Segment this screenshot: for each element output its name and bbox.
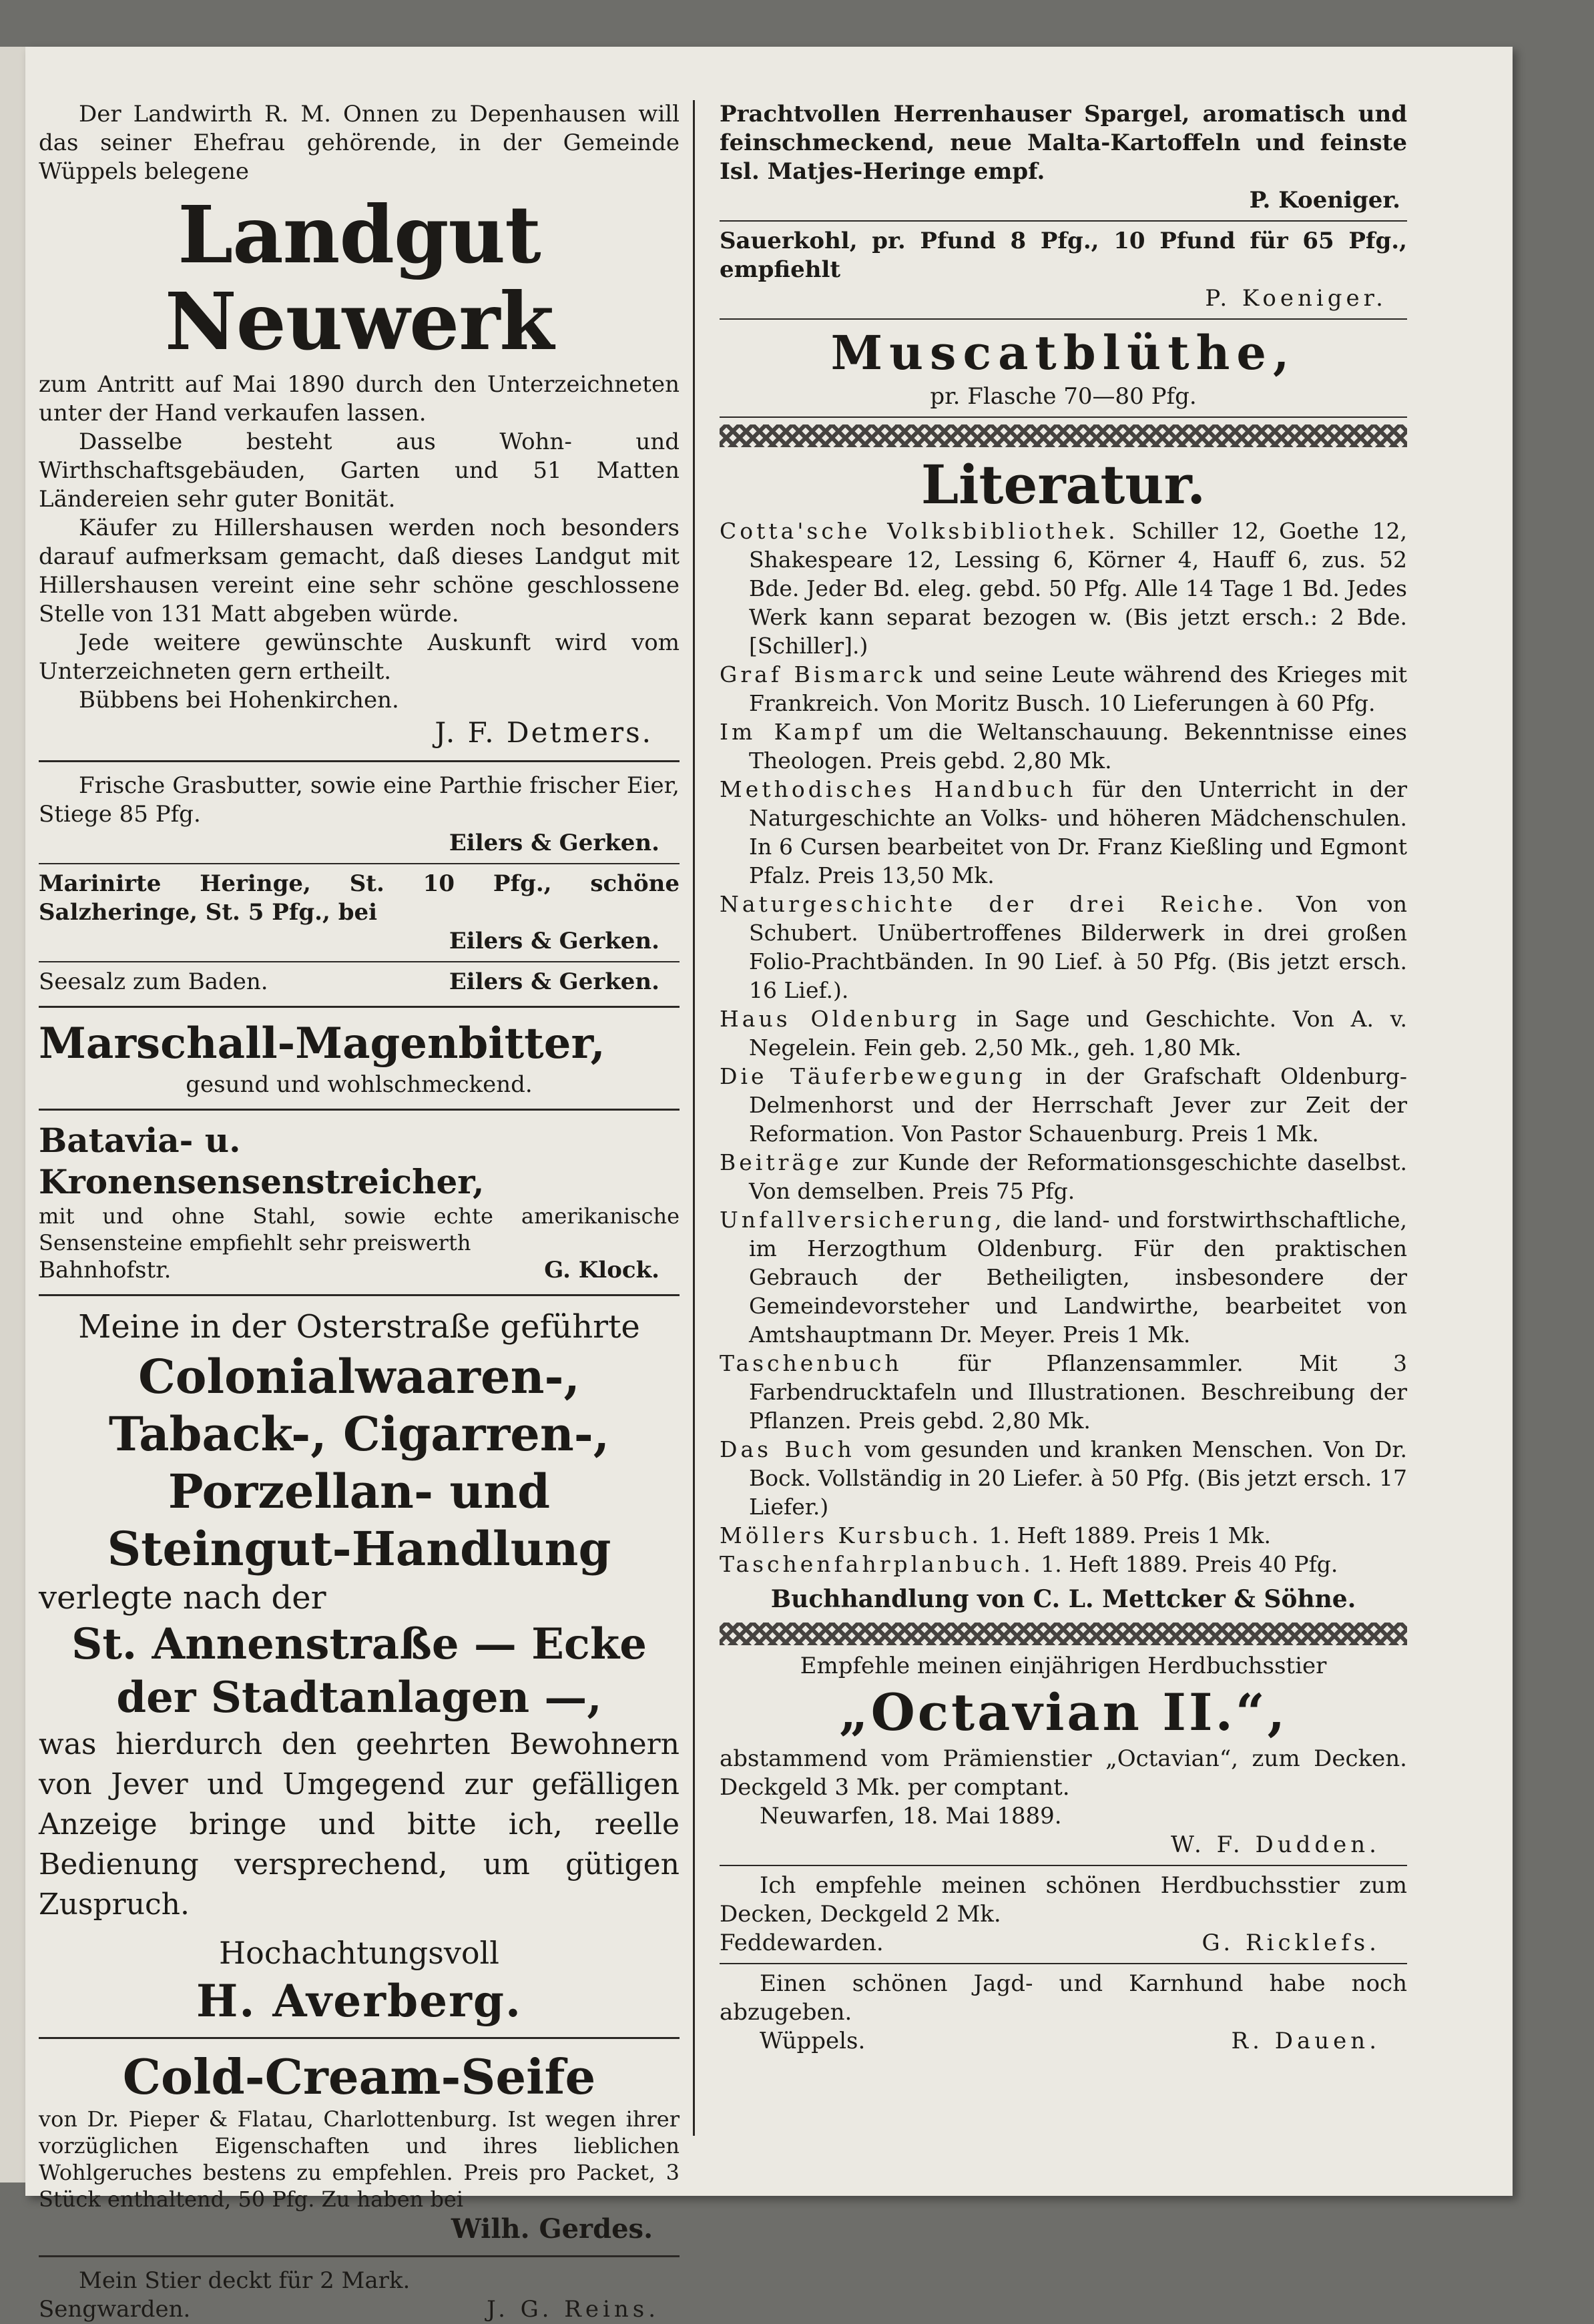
literatur-item-title: Im Kampf <box>720 719 864 745</box>
landgut-p2: Dasselbe besteht aus Wohn- und Wirthschaftsgebäuden, Garten und 51 Matten Ländereien sehr guter Bonität. <box>39 428 680 513</box>
stier-seller: J. G. Reins. <box>487 2296 659 2323</box>
divider <box>720 1963 1407 1964</box>
seife-text: von Dr. Pieper & Flatau, Charlottenburg. Ist wegen ihrer vorzüglichen Eigenschaften und ihres lieblichen Wohlgeruches bestens zu empfehlen. Preis pro Packet, 3 Stück enthaltend, 50 Pfg. Zu haben bei <box>39 2106 680 2212</box>
seife-headline: Cold-Cream-Seife <box>122 2048 596 2105</box>
literatur-item-title: Unfallversicherung, <box>720 1207 1005 1233</box>
literatur-item-title: Cotta'sche Volksbibliothek. <box>720 518 1119 544</box>
literatur-item-title: Taschenbuch <box>720 1350 902 1376</box>
landgut-signature: J. F. Detmers. <box>435 716 653 749</box>
literatur-list <box>720 517 1407 1578</box>
literatur-item-title: Die Täuferbewegung <box>720 1063 1026 1089</box>
ad-seife <box>39 2048 680 2246</box>
divider <box>39 760 680 762</box>
divider <box>720 318 1407 320</box>
literatur-item <box>720 517 1407 660</box>
averberg-body: was hierdurch den geehrten Bewohnern von Jever und Umgegend zur gefälligen Anzeige bringe und bitte ich, reelle Bedienung versprechend, um gütigen Zuspruch. <box>39 1727 680 1922</box>
octavian-seller: W. F. Dudden. <box>1170 1831 1380 1858</box>
stier-place: Sengwarden. <box>39 2296 191 2323</box>
divider <box>39 2255 680 2257</box>
sauerkohl-text: Sauerkohl, pr. Pfund 8 Pfg., 10 Pfund für 65 Pfg., empfiehlt <box>720 228 1407 283</box>
landgut-intro: Der Landwirth R. M. Onnen zu Depenhausen will das seiner Ehefrau gehörende, in der Gemeinde Wüppels belegene <box>39 101 680 185</box>
averberg-moved: verlegte nach der <box>39 1579 326 1617</box>
literatur-item-title: Methodisches Handbuch <box>720 776 1077 802</box>
literatur-item <box>720 660 1407 717</box>
hund-text: Einen schönen Jagd- und Karnhund habe noch abzugeben. <box>720 1970 1407 2026</box>
literatur-item-text: 1. Heft 1889. Preis 40 Pfg. <box>1033 1551 1338 1577</box>
literatur-item <box>720 775 1407 890</box>
divider <box>720 416 1407 418</box>
herdbuch-footer <box>720 1929 1407 1958</box>
literatur-item-text: für den Unterricht in der Naturgeschichte an Volks- und höheren Mädchenschulen. In 6 Cursen bearbeitet von Dr. Franz Kießling und Egmont Pfalz. Preis 13,50 Mk. <box>749 776 1407 888</box>
stier-text: Mein Stier deckt für 2 Mark. <box>79 2267 411 2294</box>
literatur-seller: Buchhandlung von C. L. Mettcker & Söhne. <box>770 1585 1356 1613</box>
magenbitter-sub: gesund und wohlschmeckend. <box>186 1071 533 1098</box>
grasbutter-text: Frische Grasbutter, sowie eine Parthie frischer Eier, Stiege 85 Pfg. <box>39 772 680 828</box>
spargel-seller: P. Koeniger. <box>1249 187 1400 214</box>
literatur-item <box>720 717 1407 775</box>
literatur-item-text: die land- und forstwirthschaftliche, im Herzogthum Oldenburg. Für den praktischen Gebrauch der Betheiligten, insbesondere der Gemeindevorsteher und Landwirthe, bearbeitet von Amtshauptmann Dr. Meyer. Preis 1 Mk. <box>749 1207 1407 1348</box>
averberg-signature: H. Averberg. <box>196 1975 522 2027</box>
ad-landgut <box>39 100 680 751</box>
literatur-item <box>720 1349 1407 1435</box>
left-column <box>39 100 680 2324</box>
literatur-item-title: Taschenfahrplanbuch. <box>720 1551 1034 1577</box>
literatur-item-text: in der Grafschaft Oldenburg-Delmenhorst und der Herrschaft Jever zur Zeit der Reformation. Von Pastor Schauenburg. Preis 1 Mk. <box>749 1063 1408 1147</box>
newspaper-page <box>25 47 1513 2323</box>
ad-hund <box>720 1970 1407 2056</box>
literatur-item <box>720 1205 1407 1349</box>
octavian-date: Neuwarfen, 18. Mai 1889. <box>760 1803 1062 1829</box>
adjacent-page-edge <box>0 47 25 2183</box>
heringe-text: Marinirte Heringe, St. 10 Pfg., schöne Salzheringe, St. 5 Pfg., bei <box>39 870 680 926</box>
herdbuch-place: Feddewarden. <box>720 1930 884 1956</box>
ad-averberg <box>39 1305 680 2028</box>
averberg-greeting: Hochachtungsvoll <box>219 1935 499 1971</box>
divider <box>720 220 1407 222</box>
muscat-headline: Muscatblüthe, <box>830 325 1296 380</box>
literatur-item-title: Möllers Kursbuch. <box>720 1522 982 1548</box>
ad-herdbuch <box>720 1871 1407 1958</box>
literatur-item <box>720 1062 1407 1148</box>
literatur-item-text: zur Kunde der Reformationsgeschichte daselbst. Von demselben. Preis 75 Pfg. <box>749 1149 1407 1204</box>
literatur-item <box>720 1550 1407 1578</box>
divider <box>39 1294 680 1296</box>
literatur-item-text: vom gesunden und kranken Menschen. Von Dr. Bock. Vollständig in 20 Liefer. à 50 Pfg. (Bis jetzt ersch. 17 Liefer.) <box>749 1436 1407 1520</box>
seesalz-text: Seesalz zum Baden. <box>39 968 268 995</box>
ad-literatur <box>720 454 1407 1616</box>
divider <box>39 2037 680 2039</box>
ad-grasbutter <box>39 772 680 858</box>
literatur-item-title: Haus Oldenburg <box>720 1006 961 1032</box>
landgut-place: Bübbens bei Hohenkirchen. <box>79 687 399 713</box>
divider <box>39 863 680 864</box>
hund-footer <box>720 2027 1407 2056</box>
sauerkohl-seller: P. Koeniger. <box>1205 285 1387 312</box>
octavian-intro: Empfehle meinen einjährigen Herdbuchsstier <box>800 1653 1327 1679</box>
averberg-headline2: St. Annenstraße — Ecke der Stadtanlagen —, <box>71 1619 647 1723</box>
herdbuch-seller: G. Ricklefs. <box>1202 1930 1380 1956</box>
literatur-item <box>720 1004 1407 1062</box>
grasbutter-seller: Eilers & Gerken. <box>449 830 659 856</box>
divider <box>39 1006 680 1008</box>
averberg-intro: Meine in der Osterstraße geführte <box>78 1308 640 1346</box>
divider <box>720 1865 1407 1866</box>
sensen-footer <box>39 1256 680 1285</box>
hund-place: Wüppels. <box>760 2028 866 2054</box>
sensen-seller: G. Klock. <box>544 1257 659 1283</box>
ad-stier <box>39 2267 680 2324</box>
spargel-text: Prachtvollen Herrenhauser Spargel, aromatisch und feinschmeckend, neue Malta-Kartoffeln und feinste Isl. Matjes-Heringe empf. <box>720 101 1407 185</box>
literatur-item <box>720 1435 1407 1521</box>
landgut-p4: Jede weitere gewünschte Auskunft wird vom Unterzeichneten gern ertheilt. <box>39 629 680 685</box>
divider <box>39 961 680 962</box>
literatur-item-text: für Pflanzensammler. Mit 3 Farbendrucktafeln und Illustrationen. Beschreibung der Pflanzen. Preis gebd. 2,80 Mk. <box>749 1350 1407 1434</box>
landgut-p3: Käufer zu Hillershausen werden noch besonders darauf aufmerksam gemacht, daß dieses Landgut mit Hillershausen vereint eine sehr schöne geschlossene Stelle von 131 Matt abgeben würde. <box>39 515 680 627</box>
hund-seller: R. Dauen. <box>1231 2028 1380 2054</box>
stier-footer <box>39 2295 680 2324</box>
ad-spargel <box>720 100 1407 215</box>
literatur-item-text: in Sage und Geschichte. Von A. v. Negelein. Fein geb. 2,50 Mk., geh. 1,80 Mk. <box>749 1006 1407 1061</box>
literatur-item-text: und seine Leute während des Krieges mit Frankreich. Von Moritz Busch. 10 Lieferungen à 60 Pfg. <box>749 661 1407 716</box>
ad-seesalz <box>39 968 680 996</box>
seife-seller: Wilh. Gerdes. <box>451 2213 653 2245</box>
ad-sensen <box>39 1120 680 1285</box>
literatur-item-title: Graf Bismarck <box>720 661 926 687</box>
literatur-item <box>720 890 1407 1004</box>
literatur-item-text: 1. Heft 1889. Preis 1 Mk. <box>982 1522 1271 1548</box>
herdbuch-text: Ich empfehle meinen schönen Herdbuchsstier zum Decken, Deckgeld 2 Mk. <box>720 1872 1407 1928</box>
heringe-seller: Eilers & Gerken. <box>449 928 659 954</box>
literatur-item-title: Naturgeschichte der drei Reiche. <box>720 891 1267 917</box>
muscat-sub: pr. Flasche 70—80 Pfg. <box>930 383 1197 410</box>
landgut-p1: zum Antritt auf Mai 1890 durch den Unterzeichneten unter der Hand verkaufen lassen. <box>39 371 680 426</box>
seesalz-seller: Eilers & Gerken. <box>449 968 659 995</box>
sensen-text: mit und ohne Stahl, sowie echte amerikanische Sensensteine empfiehlt sehr preiswerth <box>39 1203 680 1255</box>
literatur-headline: Literatur. <box>920 453 1206 516</box>
literatur-item-text: Von von Schubert. Unübertroffenes Bilderwerk in drei großen Folio-Prachtbänden. In 90 Lief. à 50 Pfg. (Bis jetzt ersch. 16 Lief.). <box>749 891 1407 1003</box>
divider <box>39 1109 680 1111</box>
ad-muscat <box>720 325 1407 411</box>
ornament-border <box>720 1623 1407 1645</box>
literatur-item <box>720 1521 1407 1550</box>
literatur-item-title: Beiträge <box>720 1149 842 1175</box>
literatur-item-text: Schiller 12, Goethe 12, Shakespeare 12, Lessing 6, Körner 4, Hauff 6, zus. 52 Bde. Jeder Bd. eleg. gebd. 50 Pfg. Alle 14 Tage 1 Bd. Jedes Werk kann separat bezogen w. (Bis jetzt ersch.: 2 Bde. [Schiller].) <box>749 518 1407 659</box>
literatur-item-text: um die Weltanschauung. Bekenntnisse eines Theologen. Preis gebd. 2,80 Mk. <box>749 719 1407 774</box>
literatur-item-title: Das Buch <box>720 1436 855 1462</box>
octavian-headline: „Octavian II.“, <box>838 1683 1288 1742</box>
sensen-headline: Batavia- u. Kronensensenstreicher, <box>39 1121 485 1201</box>
sensen-place: Bahnhofstr. <box>39 1257 172 1283</box>
magenbitter-headline: Marschall-Magenbitter, <box>39 1019 605 1069</box>
column-rule <box>693 100 695 2136</box>
ornament-border <box>720 424 1407 447</box>
ad-magenbitter <box>39 1017 680 1099</box>
ad-octavian <box>720 1652 1407 1859</box>
right-column <box>720 100 1407 2056</box>
ad-heringe <box>39 870 680 956</box>
averberg-headline1: Colonialwaaren-, Taback-, Cigarren-, Porzellan- und Steingut-Handlung <box>107 1349 611 1576</box>
ad-sauerkohl <box>720 227 1407 313</box>
octavian-text: abstammend vom Prämienstier „Octavian“, zum Decken. Deckgeld 3 Mk. per comptant. <box>720 1745 1407 1801</box>
literatur-item <box>720 1148 1407 1205</box>
landgut-headline: Landgut Neuwerk <box>164 188 554 368</box>
